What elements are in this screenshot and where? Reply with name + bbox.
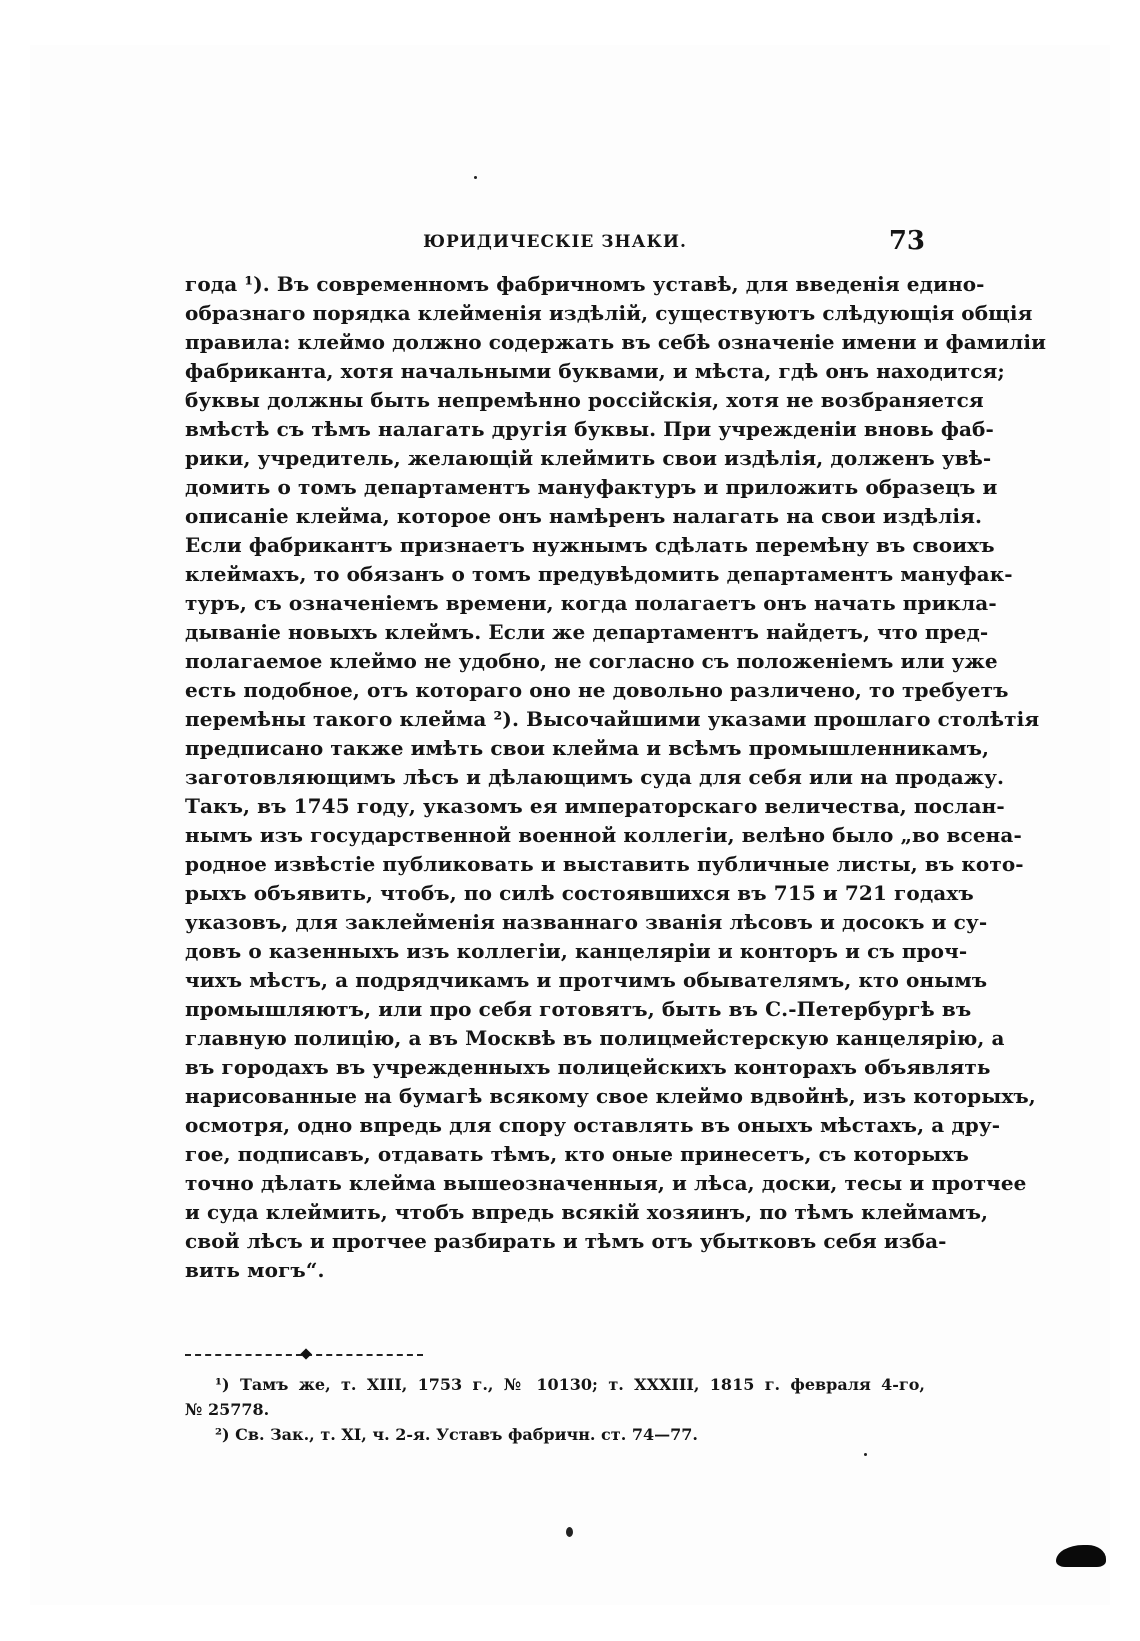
text-line: вмѣстѣ съ тѣмъ налагать другія буквы. При учрежденіи вновь фаб-: [185, 417, 994, 441]
text-line: родное извѣстіе публиковать и выставить публичные листы, въ кото-: [185, 852, 1024, 876]
running-title: ЮРИДИЧЕСКIЕ ЗНАКИ.: [423, 232, 687, 252]
text-line: правила: клеймо должно содержать въ себѣ означеніе имени и фамиліи: [185, 330, 1047, 354]
text-line: вить могъ“.: [185, 1258, 325, 1282]
text-line: заготовляющимъ лѣсъ и дѣлающимъ суда для себя или на продажу.: [185, 765, 1005, 789]
text-line: нымъ изъ государственной военной коллегіи, велѣно было „во всена-: [185, 823, 1022, 847]
text-line: полагаемое клеймо не удобно, не согласно съ положеніемъ или уже: [185, 649, 998, 673]
text-line: рики, учредитель, желающій клеймить свои издѣлія, долженъ увѣ-: [185, 446, 992, 470]
text-line: свой лѣсъ и протчее разбирать и тѣмъ отъ убытковъ себя изба-: [185, 1229, 947, 1253]
text-line: Такъ, въ 1745 году, указомъ ея императорскаго величества, послан-: [185, 794, 1005, 818]
text-line: главную полицію, а въ Москвѣ въ полицмейстерскую канцелярію, а: [185, 1026, 1005, 1050]
running-head: [185, 226, 925, 260]
text-line: гое, подписавъ, отдавать тѣмъ, кто оные принесетъ, съ которыхъ: [185, 1142, 969, 1166]
text-line: точно дѣлать клейма вышеозначенныя, и лѣса, доски, тесы и протчее: [185, 1171, 1027, 1195]
text-line: чихъ мѣстъ, а подрядчикамъ и протчимъ обывателямъ, кто онымъ: [185, 968, 988, 992]
text-line: промышляютъ, или про себя готовятъ, быть въ С.-Петербургѣ въ: [185, 997, 972, 1021]
footnotes: [185, 1372, 925, 1447]
footnote-2: ²) Св. Зак., т. XI, ч. 2-я. Уставъ фабричн. ст. 74—77.: [215, 1425, 698, 1444]
print-speck: [566, 1527, 573, 1537]
text-line: образнаго порядка клейменія издѣлій, существуютъ слѣдующія общія: [185, 301, 1033, 325]
text-line: перемѣны такого клейма ²). Высочайшими указами прошлаго столѣтія: [185, 707, 1040, 731]
footnote-1-continuation: № 25778.: [185, 1400, 270, 1419]
text-line: есть подобное, отъ котораго оно не довольно различено, то требуетъ: [185, 678, 1009, 702]
text-line: фабриканта, хотя начальными буквами, и мѣста, гдѣ онъ находится;: [185, 359, 1005, 383]
page-number: 73: [888, 226, 925, 256]
text-line: Если фабрикантъ признаетъ нужнымъ сдѣлать перемѣну въ своихъ: [185, 533, 995, 557]
text-line: года ¹). Въ современномъ фабричномъ уставѣ, для введенія едино-: [185, 272, 985, 296]
text-line: довъ о казенныхъ изъ коллегіи, канцеляріи и конторъ и съ проч-: [185, 939, 968, 963]
text-line: осмотря, одно впредь для спору оставлять въ оныхъ мѣстахъ, а дру-: [185, 1113, 1001, 1137]
text-line: описаніе клейма, которое онъ намѣренъ налагать на свои издѣлія.: [185, 504, 983, 528]
body-text: [185, 270, 1047, 1285]
text-line: клеймахъ, то обязанъ о томъ предувѣдомить департаментъ мануфак-: [185, 562, 1013, 586]
text-line: туръ, съ означеніемъ времени, когда полагаетъ онъ начать прикла-: [185, 591, 997, 615]
text-line: домить о томъ департаментъ мануфактуръ и приложить образецъ и: [185, 475, 998, 499]
text-line: и суда клеймить, чтобъ впредь всякій хозяинъ, по тѣмъ клеймамъ,: [185, 1200, 989, 1224]
print-speck: [474, 176, 477, 179]
text-line: нарисованные на бумагѣ всякому свое клеймо вдвойнѣ, изъ которыхъ,: [185, 1084, 1036, 1108]
print-speck: [864, 1453, 867, 1456]
text-line: рыхъ объявить, чтобъ, по силѣ состоявшихся въ 715 и 721 годахъ: [185, 881, 974, 905]
text-line: дываніе новыхъ клеймъ. Если же департаментъ найдетъ, что пред-: [185, 620, 989, 644]
text-line: указовъ, для заклейменія названнаго званія лѣсовъ и досокъ и су-: [185, 910, 988, 934]
text-line: въ городахъ въ учрежденныхъ полицейскихъ конторахъ объявлять: [185, 1055, 991, 1079]
text-line: предписано также имѣть свои клейма и всѣмъ промышленникамъ,: [185, 736, 990, 760]
footnote-1: ¹) Тамъ же, т. XIII, 1753 г., № 10130; т. XXXIII, 1815 г. февраля 4-го,: [215, 1375, 925, 1394]
text-line: буквы должны быть непремѣнно россійскія, хотя не возбраняется: [185, 388, 984, 412]
